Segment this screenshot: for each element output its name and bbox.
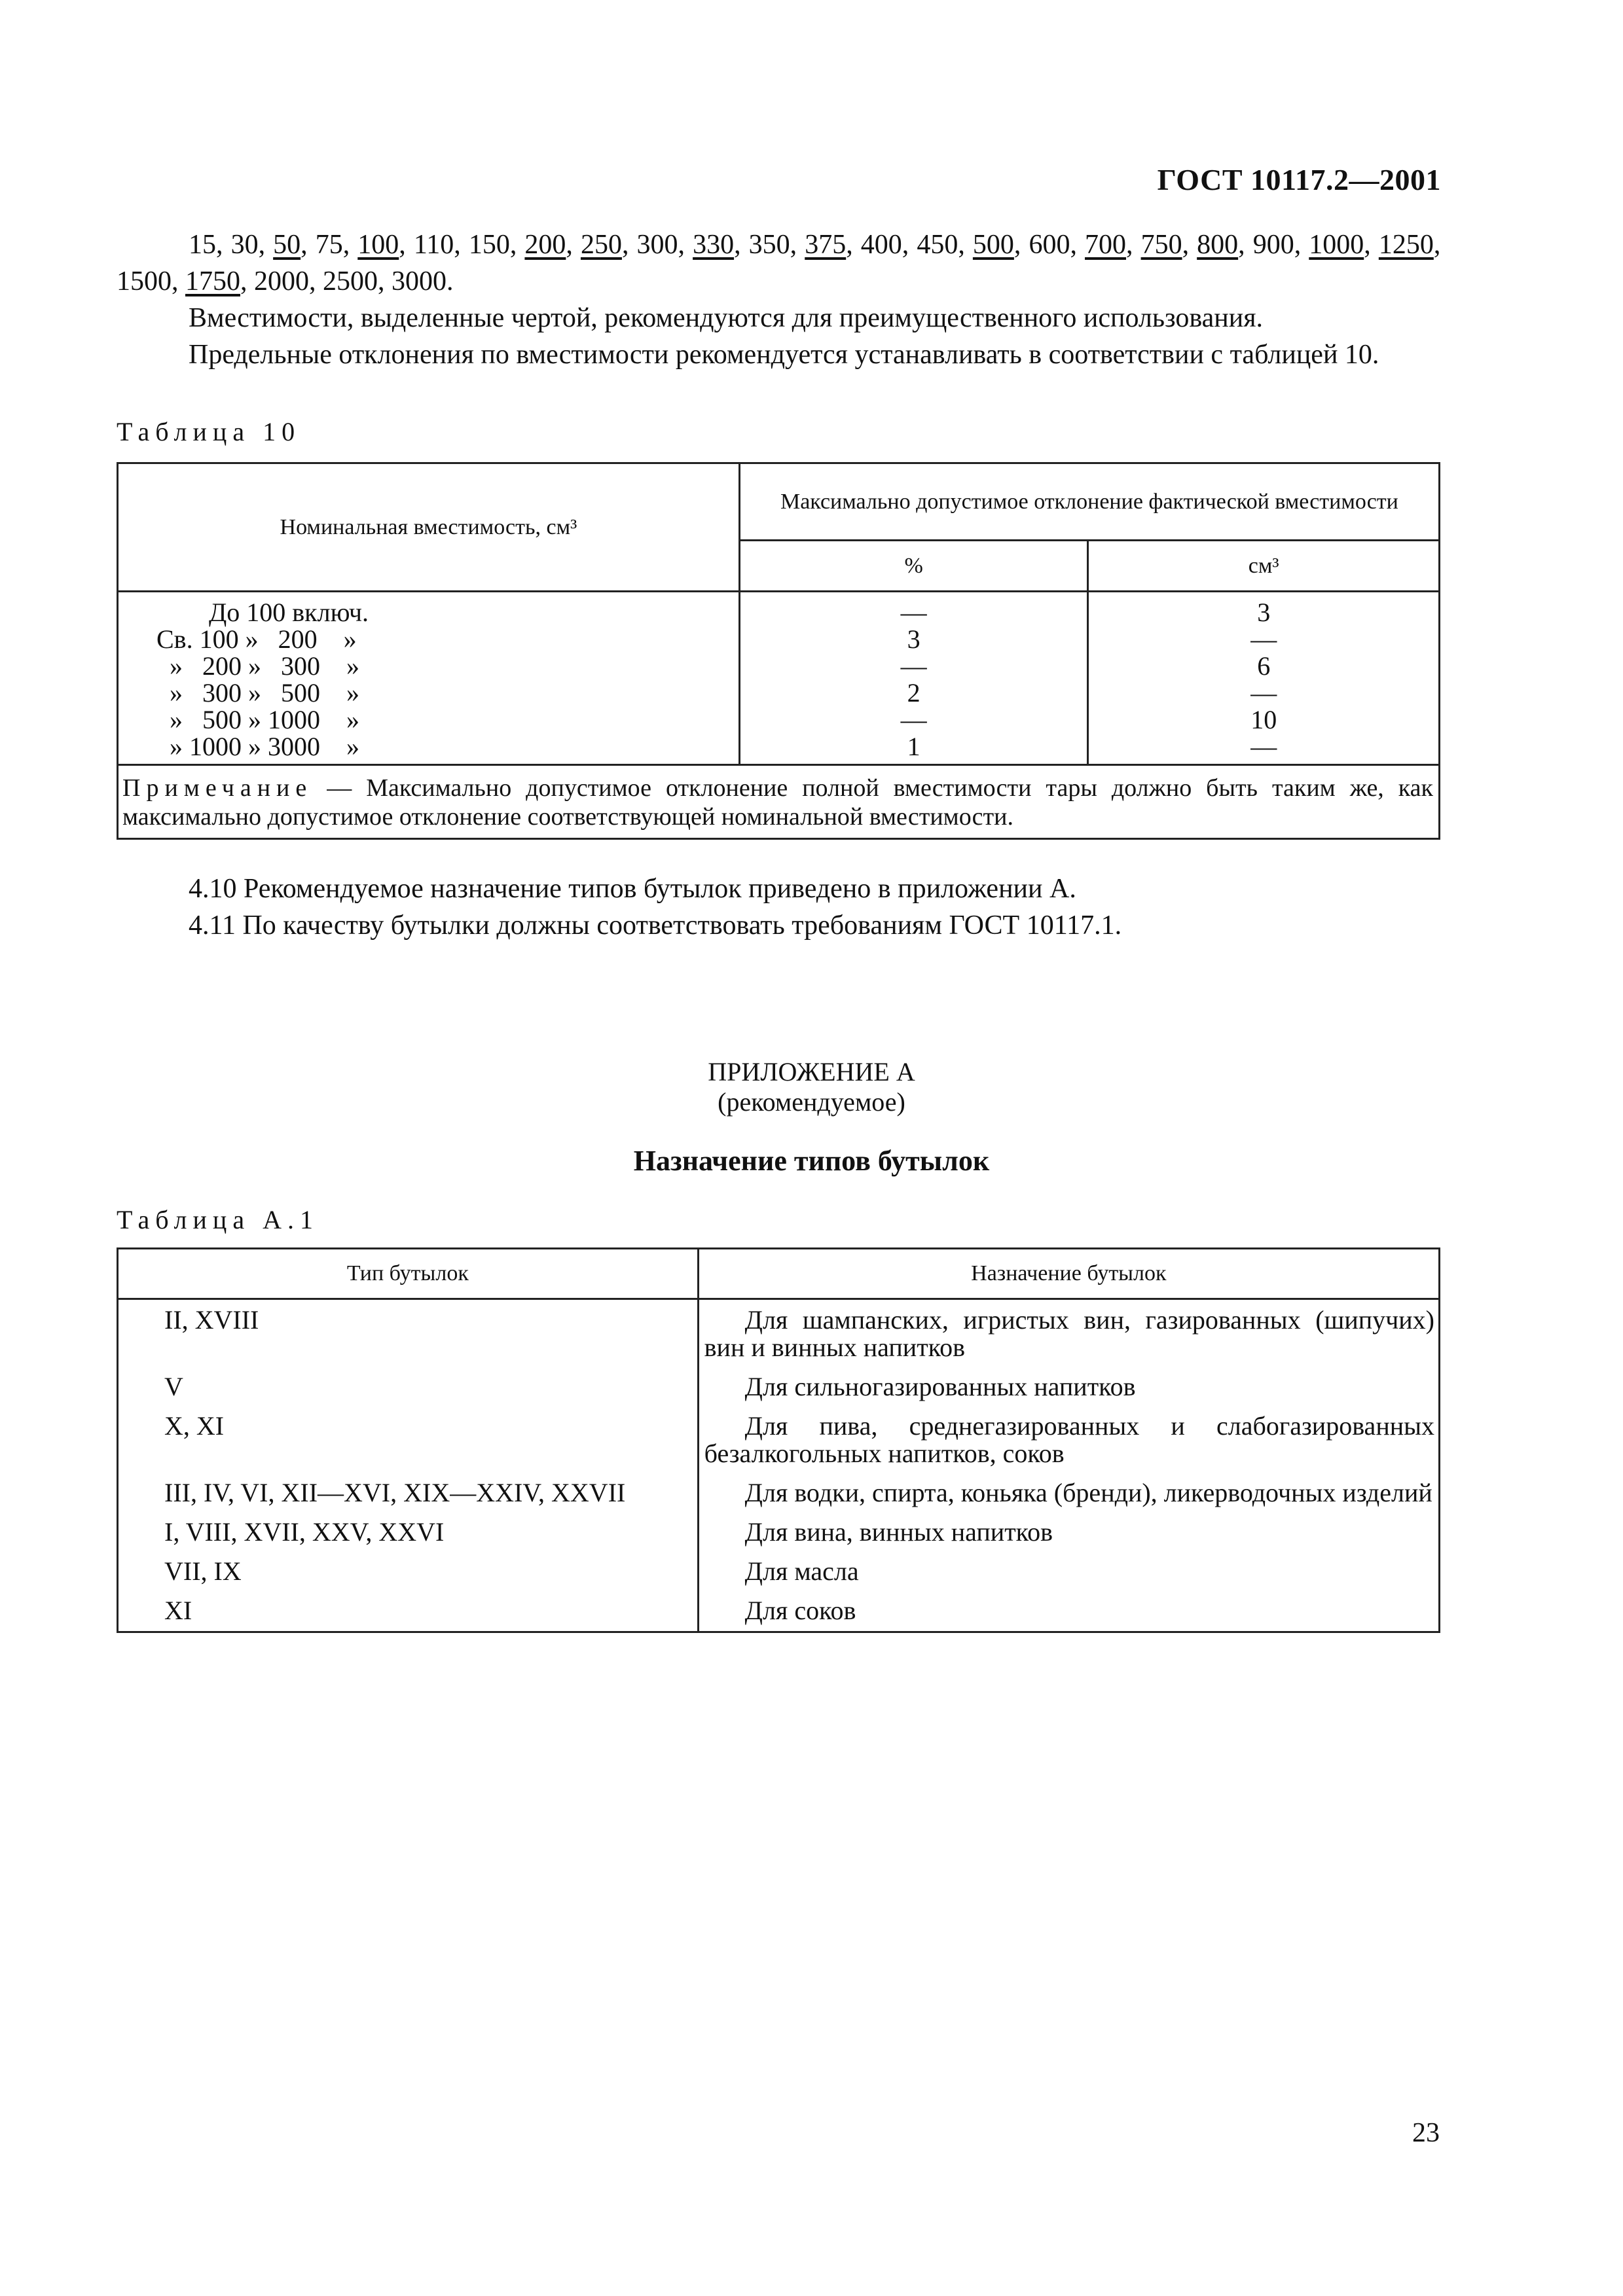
capacity-value: 450 (917, 230, 958, 260)
table-cell: 3 (1257, 598, 1271, 627)
capacity-value: 350 (748, 230, 790, 260)
capacity-value: 30 (230, 230, 259, 260)
bottle-purpose-cell: Для пива, среднегазированных и слабогазированных безалкогольных напитков, соков (698, 1401, 1439, 1467)
clauses-block (117, 870, 1440, 944)
tableA1-caption: Таблица А.1 (117, 1205, 319, 1234)
bottle-purpose-cell: Для соков (698, 1585, 1439, 1632)
capacity-value: 1500 (117, 266, 172, 296)
bottle-type-cell: I, VIII, XVII, XXV, XXVI (118, 1507, 699, 1546)
recommended-capacity: 375 (805, 230, 847, 260)
bottle-type-cell: III, IV, VI, XII—XVI, XIX—XXIV, XXVII (118, 1467, 699, 1507)
underline-note: Вместимости, выделенные чертой, рекомендуются для преимущественного использования. (189, 303, 1264, 333)
standard-header: ГОСТ 10117.2—2001 (1157, 163, 1441, 196)
table-row-label: » 1000 » 3000 » (156, 732, 359, 761)
bottle-type-cell: X, XI (118, 1401, 699, 1467)
note-text: — Максимально допустимое отклонение полной вместимости тары должно быть таким же, как максимально допустимое отклонение соответствующей номинальной вместимости. (122, 774, 1433, 831)
note-label: Примечание (122, 774, 313, 802)
table-cell: — (900, 705, 927, 734)
recommended-capacity: 1750 (185, 266, 240, 296)
table-row-label: » 300 » 500 » (156, 678, 359, 708)
col-cm3: см³ (1088, 541, 1440, 592)
table-cell: 10 (1250, 705, 1277, 734)
bottle-purpose-cell: Для масла (698, 1546, 1439, 1585)
appendix-subtitle: (рекомендуемое) (718, 1087, 905, 1117)
table-10 (117, 462, 1440, 840)
table10-note (118, 765, 1440, 839)
col-max-deviation: Максимально допустимое отклонение фактической вместимости (739, 463, 1439, 541)
bottle-purpose-cell: Для водки, спирта, коньяка (бренди), ликерводочных изделий (698, 1467, 1439, 1507)
capacities-list: 15, 30, 50, 75, 100, 110, 150, 200, 250, 300, 330, 350, 375, 400, 450, 500, 600, 700, 750, 800, 900, 1000, 1250, 1500, 1750, 2000, 2500, 3000. (117, 230, 1441, 296)
clause-4-11: 4.11 По качеству бутылки должны соответствовать требованиям ГОСТ 10117.1. (189, 910, 1122, 941)
bottle-type-cell: V (118, 1361, 699, 1401)
bottle-type-cell: XI (118, 1585, 699, 1632)
capacity-value: 2500 (323, 266, 378, 296)
recommended-capacity: 500 (972, 230, 1014, 260)
tolerance-paragraph: Предельные отклонения по вместимости рекомендуется устанавливать в соответствии с таблицей 10. (189, 340, 1379, 370)
recommended-capacity: 200 (524, 230, 566, 260)
col-nominal-capacity: Номинальная вместимость, см³ (118, 463, 740, 592)
recommended-capacity: 250 (580, 230, 622, 260)
table-cell: — (1250, 732, 1277, 761)
bottle-type-cell: II, XVIII (118, 1299, 699, 1362)
table-row-label: Св. 100 » 200 » (156, 624, 357, 654)
capacity-value: 2000 (254, 266, 309, 296)
table-cell: 6 (1257, 651, 1271, 681)
table-cell: 3 (907, 624, 921, 654)
bottle-type-cell: VII, IX (118, 1546, 699, 1585)
table-cell: — (900, 651, 927, 681)
capacity-value: 3000. (392, 266, 454, 296)
page-number: 23 (1412, 2118, 1440, 2148)
recommended-capacity: 330 (693, 230, 735, 260)
table-row-label: До 100 включ. (156, 598, 369, 627)
table-cell: 1 (907, 732, 921, 761)
recommended-capacity: 700 (1085, 230, 1127, 260)
col-percent: % (739, 541, 1088, 592)
recommended-capacity: 50 (273, 230, 301, 260)
capacity-value: 150 (468, 230, 510, 260)
table-a1 (117, 1247, 1440, 1633)
table-cell: — (1250, 678, 1277, 708)
capacity-value: 110 (413, 230, 454, 260)
recommended-capacity: 1250 (1378, 230, 1434, 260)
table-row-label: » 500 » 1000 » (156, 705, 359, 734)
recommended-capacity: 800 (1197, 230, 1239, 260)
capacity-value: 75 (315, 230, 343, 260)
table-cell: — (900, 598, 927, 627)
recommended-capacity: 750 (1140, 230, 1182, 260)
cm3-column-values (1088, 592, 1440, 765)
nominal-column-values (118, 592, 740, 765)
appendix-heading: Назначение типов бутылок (633, 1145, 990, 1177)
col-bottle-purpose: Назначение бутылок (698, 1249, 1439, 1299)
capacity-value: 600 (1029, 230, 1070, 260)
table-row-label: » 200 » 300 » (156, 651, 359, 681)
capacity-value: 900 (1252, 230, 1294, 260)
capacity-value: 300 (636, 230, 678, 260)
bottle-purpose-cell: Для шампанских, игристых вин, газированных (шипучих) вин и винных напитков (698, 1299, 1439, 1362)
capacity-value: 15 (189, 230, 216, 260)
table-cell: 2 (907, 678, 921, 708)
bottle-purpose-cell: Для сильногазированных напитков (698, 1361, 1439, 1401)
bottle-purpose-cell: Для вина, винных напитков (698, 1507, 1439, 1546)
recommended-capacity: 100 (357, 230, 399, 260)
clause-4-10: 4.10 Рекомендуемое назначение типов бутылок приведено в приложении А. (189, 874, 1076, 904)
percent-column-values (739, 592, 1088, 765)
col-bottle-type: Тип бутылок (118, 1249, 699, 1299)
table-cell: — (1250, 624, 1277, 654)
appendix-title: ПРИЛОЖЕНИЕ А (708, 1057, 915, 1086)
capacity-value: 400 (860, 230, 902, 260)
recommended-capacity: 1000 (1309, 230, 1364, 260)
capacities-block (117, 226, 1440, 373)
table10-caption: Таблица 10 (117, 417, 301, 446)
